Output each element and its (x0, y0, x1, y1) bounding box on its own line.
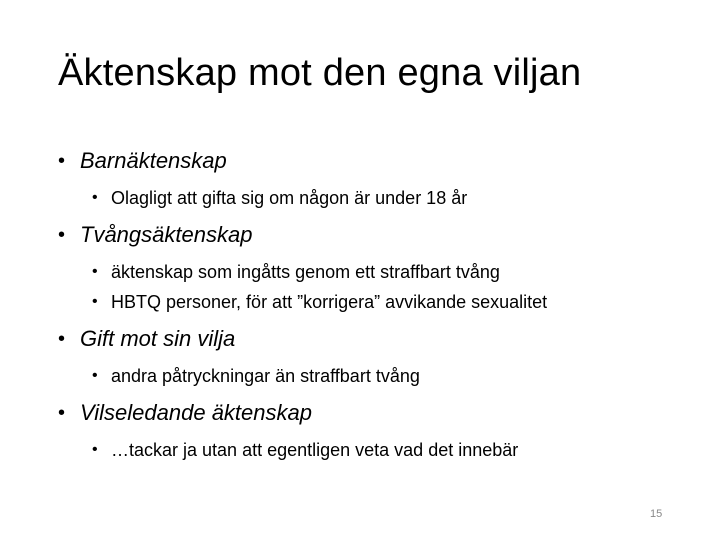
bullet-label: Vilseledande äktenskap (80, 400, 312, 425)
bullet-item (58, 146, 698, 176)
bullet-group (58, 220, 698, 317)
bullet-item (58, 398, 698, 428)
bullet-group (58, 398, 698, 465)
sub-bullet-label: Olagligt att gifta sig om någon är under 18 år (111, 188, 468, 208)
bullet-label: Tvångsäktenskap (80, 222, 253, 247)
bullet-group (58, 146, 698, 213)
bullet-icon: • (58, 328, 66, 350)
bullet-icon: • (58, 150, 66, 172)
bullet-item (58, 220, 698, 250)
sub-bullet-label: …tackar ja utan att egentligen veta vad det innebär (111, 440, 519, 460)
sub-bullet-item (58, 361, 698, 391)
sub-bullet-label: andra påtryckningar än straffbart tvång (111, 366, 420, 386)
sub-bullet-item (58, 435, 698, 465)
sub-bullet-item (58, 257, 698, 287)
sub-bullet-list (58, 183, 698, 213)
bullet-label: Gift mot sin vilja (80, 326, 236, 351)
bullet-icon: • (58, 224, 66, 246)
bullet-icon: • (92, 293, 98, 310)
bullet-icon: • (58, 402, 66, 424)
bullet-group (58, 324, 698, 391)
bullet-icon: • (92, 263, 98, 280)
page-number: 15 (650, 508, 663, 520)
bullet-icon: • (92, 189, 98, 206)
sub-bullet-list (58, 257, 698, 317)
sub-bullet-list (58, 361, 698, 391)
bullet-label: Barnäktenskap (80, 148, 227, 173)
sub-bullet-list (58, 435, 698, 465)
slide-title: Äktenskap mot den egna viljan (58, 52, 582, 94)
sub-bullet-item (58, 287, 698, 317)
sub-bullet-label: HBTQ personer, för att ”korrigera” avvikande sexualitet (111, 292, 548, 312)
bullet-list (58, 146, 698, 472)
bullet-item (58, 324, 698, 354)
bullet-icon: • (92, 441, 98, 458)
sub-bullet-item (58, 183, 698, 213)
bullet-icon: • (92, 367, 98, 384)
sub-bullet-label: äktenskap som ingåtts genom ett straffbart tvång (111, 262, 500, 282)
